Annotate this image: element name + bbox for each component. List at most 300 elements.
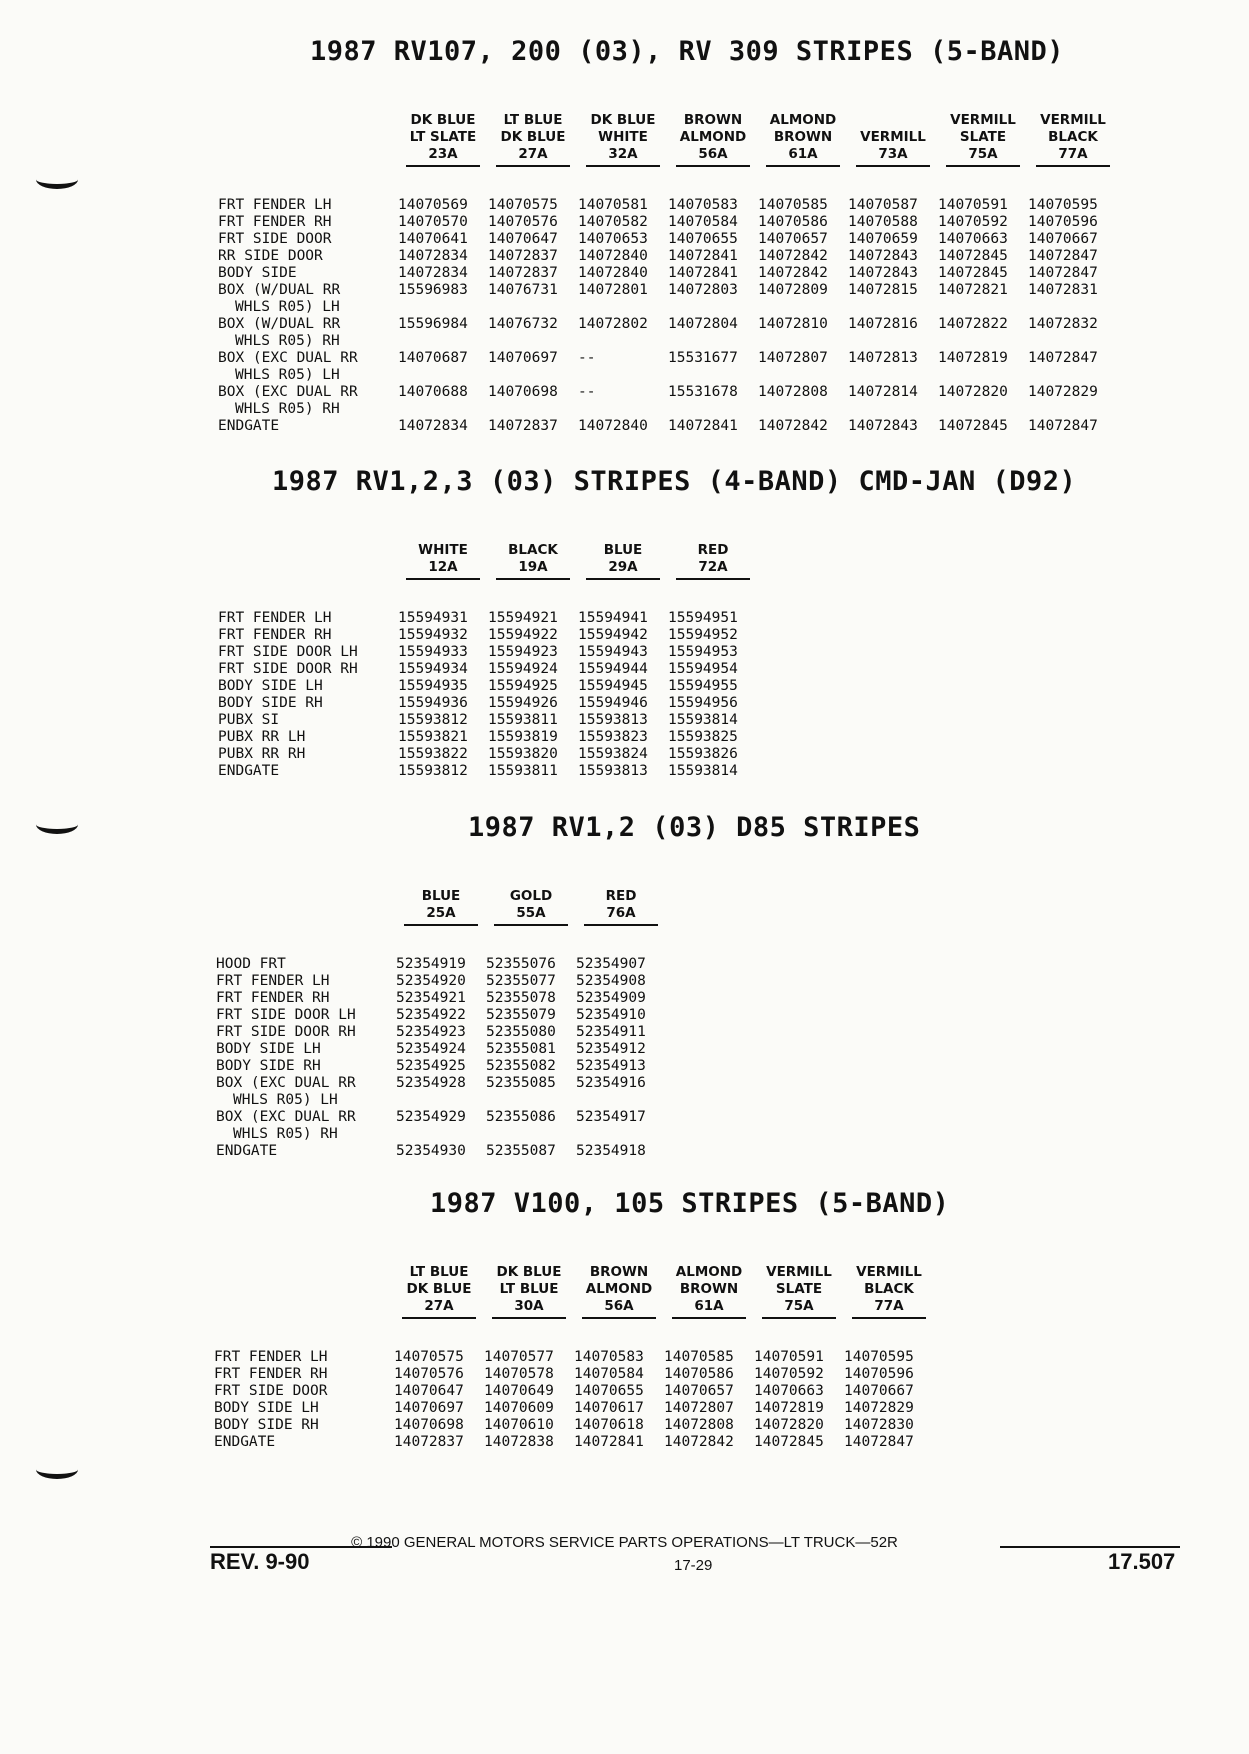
column-header-line: 32A — [608, 146, 638, 162]
part-number: 52354913 — [576, 1058, 646, 1074]
column-header-underline — [402, 1264, 476, 1319]
parts-table — [216, 888, 666, 1160]
column-header-line: SLATE — [959, 129, 1007, 145]
column-header-underline — [406, 112, 480, 167]
column-header-line: ALMOND — [679, 129, 747, 145]
column-header-underline — [852, 1264, 926, 1319]
column-header-line: 29A — [608, 559, 638, 575]
part-name-line: FRT SIDE DOOR LH — [218, 644, 358, 660]
part-number: 15594944 — [578, 661, 648, 677]
part-number: 14072837 — [394, 1434, 464, 1450]
part-number: 15593823 — [578, 729, 648, 745]
part-number: 15594922 — [488, 627, 558, 643]
table-spacer — [218, 580, 758, 610]
part-number: 14070588 — [848, 214, 918, 230]
part-number: 15594954 — [668, 661, 738, 677]
part-name-line: FRT FENDER LH — [218, 197, 332, 213]
part-name — [214, 1366, 394, 1383]
part-number: 14072845 — [938, 265, 1008, 281]
part-number: 14072803 — [668, 282, 738, 298]
part-name-line: FRT FENDER RH — [218, 214, 332, 230]
column-header-underline — [404, 888, 478, 926]
part-number: 14072845 — [938, 248, 1008, 264]
column-header-underline — [856, 112, 930, 167]
part-name-line: FRT FENDER RH — [216, 990, 330, 1006]
table-row — [218, 197, 1118, 214]
part-number: 14070585 — [758, 197, 828, 213]
part-number: 52354907 — [576, 956, 646, 972]
part-number: 14070647 — [394, 1383, 464, 1399]
part-number: 14072840 — [578, 265, 648, 281]
part-number: 15594923 — [488, 644, 558, 660]
part-name — [216, 1109, 396, 1143]
part-number: 14070655 — [668, 231, 738, 247]
column-header-line: BLACK — [864, 1281, 914, 1297]
part-number: 15593821 — [398, 729, 468, 745]
part-number: 14070581 — [578, 197, 648, 213]
part-number: 14070586 — [664, 1366, 734, 1382]
part-number: 15593822 — [398, 746, 468, 762]
section-title: 1987 RV1,2 (03) D85 STRIPES — [468, 812, 921, 843]
part-number: 14072809 — [758, 282, 828, 298]
column-header-underline — [676, 542, 750, 580]
part-number: 14070697 — [394, 1400, 464, 1416]
column-header-line: DK BLUE — [500, 129, 566, 145]
part-number: 52355081 — [486, 1041, 556, 1057]
part-name-line: BODY SIDE — [218, 265, 297, 281]
table-row — [214, 1417, 934, 1434]
table-row — [218, 418, 1118, 435]
column-header-line: DK BLUE — [410, 112, 476, 128]
part-number: 14072841 — [574, 1434, 644, 1450]
part-number: 14072845 — [754, 1434, 824, 1450]
part-number: 52354912 — [576, 1041, 646, 1057]
table-row — [218, 610, 758, 627]
column-header-underline — [586, 542, 660, 580]
part-number: 14072814 — [848, 384, 918, 400]
section-title: 1987 RV107, 200 (03), RV 309 STRIPES (5-BAND) — [310, 36, 1064, 67]
part-name-line: RR SIDE DOOR — [218, 248, 323, 264]
part-number: 14072840 — [578, 418, 648, 434]
column-header-line: 61A — [694, 1298, 724, 1314]
table-row — [218, 661, 758, 678]
part-number: 14070698 — [488, 384, 558, 400]
part-number: 14070591 — [938, 197, 1008, 213]
part-number: 52355087 — [486, 1143, 556, 1159]
part-number: 14070618 — [574, 1417, 644, 1433]
part-name — [218, 729, 398, 746]
part-number: 14076732 — [488, 316, 558, 332]
column-header — [754, 1264, 844, 1319]
table-row — [218, 265, 1118, 282]
column-header-line: BROWN — [589, 1264, 649, 1280]
column-header-underline — [766, 112, 840, 167]
binder-hole-mark — [36, 170, 78, 189]
header-row — [216, 888, 666, 926]
part-number: 15594942 — [578, 627, 648, 643]
column-header — [938, 112, 1028, 167]
part-number: 14070584 — [668, 214, 738, 230]
column-header-line: 76A — [606, 905, 636, 921]
part-number: 52354929 — [396, 1109, 466, 1125]
column-header-line: GOLD — [509, 888, 553, 904]
part-number: 15594924 — [488, 661, 558, 677]
part-name-line: BODY SIDE LH — [216, 1041, 321, 1057]
part-name-line: BOX (EXC DUAL RR — [218, 350, 358, 366]
part-number: 14070688 — [398, 384, 468, 400]
part-name-line: FRT FENDER LH — [216, 973, 330, 989]
part-number: 14070583 — [574, 1349, 644, 1365]
part-name-line: FRT FENDER LH — [218, 610, 332, 626]
parts-table — [218, 112, 1118, 435]
part-name-line: ENDGATE — [218, 418, 280, 434]
part-number: 14072842 — [758, 265, 828, 281]
table-row — [218, 384, 1118, 418]
column-header — [394, 1264, 484, 1319]
part-number: 14070585 — [664, 1349, 734, 1365]
part-name-line: BOX (EXC DUAL RR — [216, 1109, 356, 1125]
column-header-line: 61A — [788, 146, 818, 162]
column-header-line: LT BLUE — [503, 112, 563, 128]
part-name — [218, 418, 398, 435]
part-name-line: WHLS R05) LH — [235, 299, 340, 315]
part-number: 14072819 — [938, 350, 1008, 366]
part-number: -- — [578, 350, 596, 366]
part-number: 14070577 — [484, 1349, 554, 1365]
part-number: 14070595 — [1028, 197, 1098, 213]
part-number: 14072847 — [1028, 248, 1098, 264]
part-name — [216, 1024, 396, 1041]
part-number: 14072829 — [1028, 384, 1098, 400]
part-number: 14070576 — [394, 1366, 464, 1382]
column-header-line: LT SLATE — [409, 129, 477, 145]
part-number: 14070687 — [398, 350, 468, 366]
column-header-line: DK BLUE — [496, 1264, 562, 1280]
part-number: 15594936 — [398, 695, 468, 711]
part-number: 14070667 — [1028, 231, 1098, 247]
part-number: 14072820 — [938, 384, 1008, 400]
column-header — [758, 112, 848, 167]
part-number: 14072842 — [664, 1434, 734, 1450]
copyright-text: © 1990 GENERAL MOTORS SERVICE PARTS OPERATIONS—LT TRUCK—52R — [351, 1534, 898, 1551]
header-row — [214, 1264, 934, 1319]
column-header-underline — [946, 112, 1020, 167]
column-header-line: VERMILL — [860, 129, 926, 145]
part-number: 52354928 — [396, 1075, 466, 1091]
part-number: 14070610 — [484, 1417, 554, 1433]
part-number: 14070591 — [754, 1349, 824, 1365]
table-row — [218, 644, 758, 661]
column-header-line: 56A — [698, 146, 728, 162]
table-row — [218, 712, 758, 729]
part-number: 15596984 — [398, 316, 468, 332]
part-number: 14072831 — [1028, 282, 1098, 298]
section-code: 17-29 — [674, 1557, 713, 1574]
column-header-line: 56A — [604, 1298, 634, 1314]
column-header-line: DK BLUE — [406, 1281, 472, 1297]
part-number: 52354917 — [576, 1109, 646, 1125]
part-number: 14070647 — [488, 231, 558, 247]
column-header — [668, 112, 758, 167]
part-number: 15594955 — [668, 678, 738, 694]
page-number: 17.507 — [1108, 1549, 1176, 1574]
part-number: 15593824 — [578, 746, 648, 762]
part-name — [216, 990, 396, 1007]
part-number: 14070583 — [668, 197, 738, 213]
table-row — [216, 1024, 666, 1041]
column-header-line — [856, 112, 930, 129]
parts-table — [218, 542, 758, 780]
part-number: 14070655 — [574, 1383, 644, 1399]
part-number: 14072822 — [938, 316, 1008, 332]
header-row — [218, 542, 758, 580]
column-header — [576, 888, 666, 926]
table-row — [218, 746, 758, 763]
part-number: 15594934 — [398, 661, 468, 677]
part-name — [218, 197, 398, 214]
part-number: 14072845 — [938, 418, 1008, 434]
column-header-line: BROWN — [683, 112, 743, 128]
column-header-line: SLATE — [775, 1281, 823, 1297]
part-name-line: BOX (W/DUAL RR — [218, 316, 341, 332]
column-header — [396, 888, 486, 926]
column-header — [574, 1264, 664, 1319]
part-number: 52354921 — [396, 990, 466, 1006]
column-header-underline — [406, 542, 480, 580]
part-name — [218, 265, 398, 282]
part-number: 15594935 — [398, 678, 468, 694]
header-row — [218, 112, 1118, 167]
part-number: 15593814 — [668, 712, 738, 728]
part-name-line: BODY SIDE RH — [214, 1417, 319, 1433]
column-header — [484, 1264, 574, 1319]
part-number: 15593811 — [488, 763, 558, 779]
part-number: 15531677 — [668, 350, 738, 366]
part-number: 14070595 — [844, 1349, 914, 1365]
table-row — [218, 763, 758, 780]
part-number: 14072810 — [758, 316, 828, 332]
part-number: 14072841 — [668, 265, 738, 281]
table-row — [216, 1058, 666, 1075]
part-number: 14072834 — [398, 248, 468, 264]
column-header-line: RED — [605, 888, 637, 904]
part-number: 14072842 — [758, 418, 828, 434]
part-name-line: BODY SIDE RH — [218, 695, 323, 711]
part-name-line: ENDGATE — [216, 1143, 278, 1159]
part-number: 14070578 — [484, 1366, 554, 1382]
part-number: 15593825 — [668, 729, 738, 745]
part-number: 14072808 — [664, 1417, 734, 1433]
part-number: 14072837 — [488, 265, 558, 281]
part-number: 14072841 — [668, 248, 738, 264]
part-number: 15594926 — [488, 695, 558, 711]
part-number: 52354923 — [396, 1024, 466, 1040]
part-number: 14070582 — [578, 214, 648, 230]
part-number: 52354910 — [576, 1007, 646, 1023]
column-header-line: BLUE — [603, 542, 643, 558]
part-number: 14070596 — [844, 1366, 914, 1382]
column-header — [488, 542, 578, 580]
part-number: 52354924 — [396, 1041, 466, 1057]
table-spacer — [218, 167, 1118, 197]
part-number: 15593826 — [668, 746, 738, 762]
table-row — [218, 316, 1118, 350]
part-name-line: BODY SIDE RH — [216, 1058, 321, 1074]
part-name-line: FRT SIDE DOOR RH — [218, 661, 358, 677]
part-name-line: FRT SIDE DOOR — [218, 231, 332, 247]
part-number: 14070592 — [754, 1366, 824, 1382]
part-number: 15531678 — [668, 384, 738, 400]
part-name — [218, 678, 398, 695]
part-number: 15594921 — [488, 610, 558, 626]
part-name — [216, 1058, 396, 1075]
part-number: 14070641 — [398, 231, 468, 247]
part-number: 14070570 — [398, 214, 468, 230]
part-number: 15594953 — [668, 644, 738, 660]
part-number: 15594951 — [668, 610, 738, 626]
part-number: 52355076 — [486, 956, 556, 972]
column-header-line: 55A — [516, 905, 546, 921]
table-row — [216, 1109, 666, 1143]
part-name — [218, 231, 398, 248]
column-header-line: 12A — [428, 559, 458, 575]
part-name-line: FRT FENDER LH — [214, 1349, 328, 1365]
part-number: 14070659 — [848, 231, 918, 247]
part-number: 14072820 — [754, 1417, 824, 1433]
part-name-line: FRT FENDER RH — [218, 627, 332, 643]
column-header — [486, 888, 576, 926]
part-number: -- — [578, 384, 596, 400]
part-name — [218, 316, 398, 350]
part-number: 14070667 — [844, 1383, 914, 1399]
copyright-line — [0, 1534, 1249, 1551]
part-number: 14072841 — [668, 418, 738, 434]
part-name — [218, 763, 398, 780]
row-label-header — [216, 888, 396, 926]
part-number: 14070586 — [758, 214, 828, 230]
part-number: 14072819 — [754, 1400, 824, 1416]
column-header-underline — [494, 888, 568, 926]
part-number: 14072843 — [848, 418, 918, 434]
column-header — [844, 1264, 934, 1319]
table-spacer — [216, 926, 666, 956]
column-header — [488, 112, 578, 167]
part-name-line: WHLS R05) RH — [233, 1126, 338, 1142]
column-header-line: VERMILL — [950, 112, 1016, 128]
table-row — [218, 627, 758, 644]
column-header-line: 19A — [518, 559, 548, 575]
part-number: 52355077 — [486, 973, 556, 989]
table-row — [216, 1041, 666, 1058]
part-number: 14072847 — [844, 1434, 914, 1450]
part-number: 15593814 — [668, 763, 738, 779]
column-header-line: BLACK — [1048, 129, 1098, 145]
part-number: 14070697 — [488, 350, 558, 366]
part-name — [214, 1400, 394, 1417]
column-header-line: 77A — [874, 1298, 904, 1314]
part-number: 14070617 — [574, 1400, 644, 1416]
part-number: 14072807 — [758, 350, 828, 366]
part-number: 52355078 — [486, 990, 556, 1006]
part-number: 14072840 — [578, 248, 648, 264]
column-header-line: 23A — [428, 146, 458, 162]
part-name-line: FRT SIDE DOOR — [214, 1383, 328, 1399]
part-name — [216, 956, 396, 973]
table-row — [214, 1400, 934, 1417]
part-number: 15594925 — [488, 678, 558, 694]
row-label-header — [214, 1264, 394, 1319]
part-name — [218, 214, 398, 231]
column-header-line: BLACK — [508, 542, 558, 558]
column-header-line: LT BLUE — [409, 1264, 469, 1280]
column-header-line: 77A — [1058, 146, 1088, 162]
column-header-underline — [1036, 112, 1110, 167]
section-title: 1987 RV1,2,3 (03) STRIPES (4-BAND) CMD-JAN (D92) — [272, 466, 1077, 497]
column-header — [664, 1264, 754, 1319]
part-number: 52355086 — [486, 1109, 556, 1125]
part-number: 14070653 — [578, 231, 648, 247]
row-label-header — [218, 542, 398, 580]
part-number: 14070575 — [488, 197, 558, 213]
column-header-underline — [496, 112, 570, 167]
part-number: 14072804 — [668, 316, 738, 332]
part-name-line: PUBX SI — [218, 712, 280, 728]
part-name-line: FRT SIDE DOOR LH — [216, 1007, 356, 1023]
part-number: 15594941 — [578, 610, 648, 626]
part-number: 14070587 — [848, 197, 918, 213]
part-number: 14072813 — [848, 350, 918, 366]
part-name-line: ENDGATE — [218, 763, 280, 779]
column-header-line: VERMILL — [856, 1264, 922, 1280]
part-number: 14070569 — [398, 197, 468, 213]
part-name-line: ENDGATE — [214, 1434, 276, 1450]
part-name-line: WHLS R05) RH — [235, 401, 340, 417]
column-header — [1028, 112, 1118, 167]
binder-hole-mark — [36, 815, 78, 834]
part-number: 52354930 — [396, 1143, 466, 1159]
column-header — [398, 112, 488, 167]
part-number: 15593813 — [578, 763, 648, 779]
column-header — [578, 542, 668, 580]
part-name-line: FRT SIDE DOOR RH — [216, 1024, 356, 1040]
row-label-header — [218, 112, 398, 167]
part-number: 14072847 — [1028, 418, 1098, 434]
column-header — [848, 112, 938, 167]
part-number: 15593812 — [398, 712, 468, 728]
column-header-line: DK BLUE — [590, 112, 656, 128]
column-header-line: ALMOND — [769, 112, 837, 128]
part-number: 52354925 — [396, 1058, 466, 1074]
column-header-line: 27A — [424, 1298, 454, 1314]
table-row — [216, 990, 666, 1007]
table-row — [216, 1007, 666, 1024]
part-name — [218, 384, 398, 418]
part-number: 14070596 — [1028, 214, 1098, 230]
part-number: 14072830 — [844, 1417, 914, 1433]
table-row — [214, 1434, 934, 1451]
part-number: 14070576 — [488, 214, 558, 230]
part-number: 14070663 — [938, 231, 1008, 247]
column-header-line: 72A — [698, 559, 728, 575]
part-name — [218, 746, 398, 763]
part-name — [216, 973, 396, 990]
part-name — [216, 1075, 396, 1109]
part-number: 52354909 — [576, 990, 646, 1006]
part-number: 14070575 — [394, 1349, 464, 1365]
column-header-line: VERMILL — [1040, 112, 1106, 128]
part-number: 14072837 — [488, 248, 558, 264]
part-name — [214, 1417, 394, 1434]
